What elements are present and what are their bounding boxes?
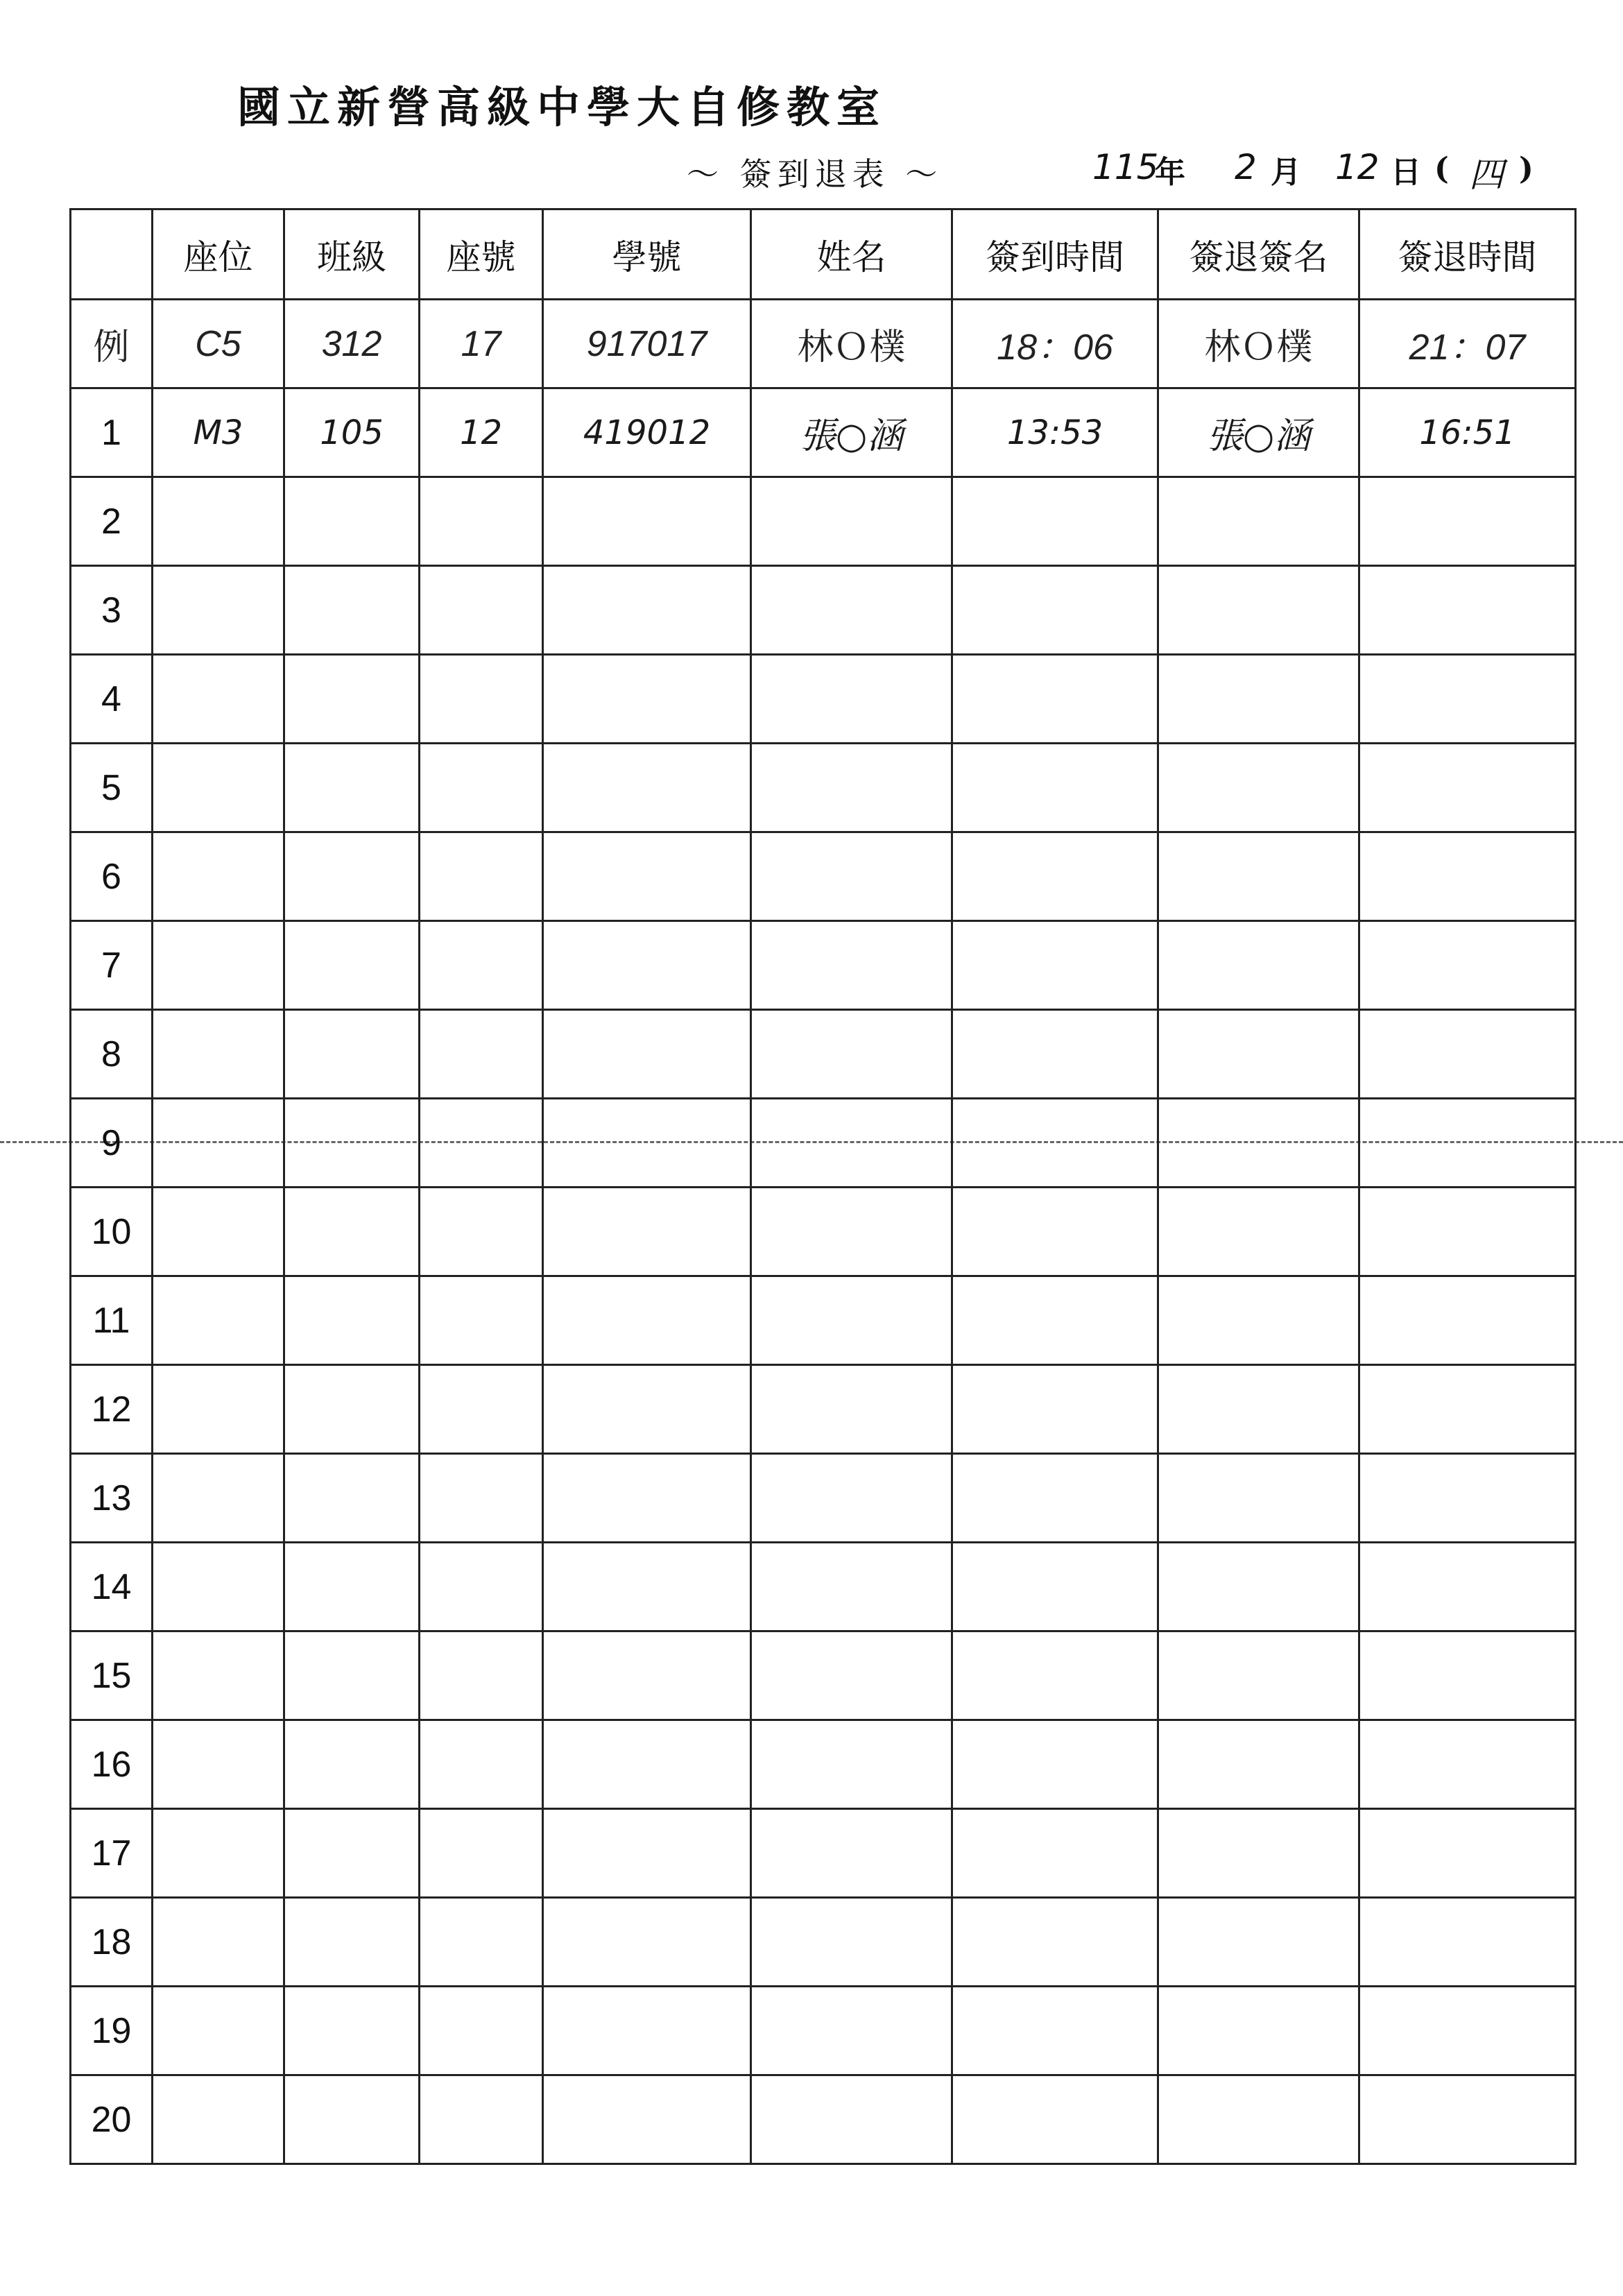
header-seat-no: 座號 xyxy=(420,209,543,300)
cell-seat[interactable] xyxy=(153,1898,284,1987)
cell-checkin-time[interactable] xyxy=(952,1099,1158,1188)
table-row xyxy=(71,566,1576,655)
cell-checkout-time[interactable] xyxy=(1359,1987,1576,2075)
cell-student-id[interactable] xyxy=(543,921,751,1010)
date-month-label: 月 xyxy=(1271,155,1301,190)
cell-seat-no[interactable] xyxy=(420,1543,543,1631)
row-number: 7 xyxy=(71,921,153,1010)
cell-name[interactable] xyxy=(751,1543,952,1631)
cell-student-id[interactable] xyxy=(543,832,751,921)
cell-seat[interactable] xyxy=(153,832,284,921)
row-number: 13 xyxy=(71,1454,153,1543)
date-paren-open: ( xyxy=(1434,151,1449,187)
table-header-row xyxy=(71,209,1576,300)
cell-seat-no[interactable] xyxy=(420,832,543,921)
cell-class[interactable] xyxy=(284,832,420,921)
cell-checkin-time[interactable] xyxy=(952,1898,1158,1987)
example-label: 例 xyxy=(71,300,153,388)
example-checkin-time: 18：06 xyxy=(952,300,1158,388)
cell-checkin-time[interactable] xyxy=(952,1809,1158,1898)
row-number: 10 xyxy=(71,1188,153,1276)
cell-name[interactable] xyxy=(751,566,952,655)
cell-signout-signature[interactable] xyxy=(1158,655,1359,744)
cell-seat[interactable] xyxy=(153,1276,284,1365)
cell-class[interactable] xyxy=(284,1276,420,1365)
cell-seat[interactable] xyxy=(153,1720,284,1809)
cell-checkin-time[interactable] xyxy=(952,1631,1158,1720)
sign-in-out-table xyxy=(69,208,1577,2165)
cell-seat-no[interactable] xyxy=(420,477,543,566)
cell-checkin-time[interactable] xyxy=(952,921,1158,1010)
cell-seat-no[interactable] xyxy=(420,921,543,1010)
form-subtitle: ～ 簽到退表 ～ xyxy=(687,155,943,193)
cell-checkout-time[interactable] xyxy=(1359,744,1576,832)
cell-student-id[interactable] xyxy=(543,1631,751,1720)
cell-name[interactable] xyxy=(751,2075,952,2164)
header-corner xyxy=(71,209,153,300)
example-signout-signature: 林Ｏ樸 xyxy=(1158,300,1359,388)
cell-seat-no[interactable]: 12 xyxy=(420,388,543,477)
cell-seat-no[interactable] xyxy=(420,655,543,744)
cell-student-id[interactable] xyxy=(543,1010,751,1099)
cell-checkin-time[interactable] xyxy=(952,1276,1158,1365)
cell-seat[interactable] xyxy=(153,1543,284,1631)
cell-name[interactable] xyxy=(751,1987,952,2075)
cell-seat-no[interactable] xyxy=(420,566,543,655)
cell-checkout-time[interactable] xyxy=(1359,477,1576,566)
table-row xyxy=(71,1099,1576,1188)
row-number: 14 xyxy=(71,1543,153,1631)
cell-signout-signature[interactable] xyxy=(1158,744,1359,832)
table-row xyxy=(71,1809,1576,1898)
cell-name[interactable] xyxy=(751,1276,952,1365)
cell-signout-signature[interactable] xyxy=(1158,2075,1359,2164)
cell-signout-signature[interactable] xyxy=(1158,477,1359,566)
table-row xyxy=(71,1720,1576,1809)
cell-class[interactable] xyxy=(284,2075,420,2164)
cell-class[interactable] xyxy=(284,1010,420,1099)
cell-name[interactable] xyxy=(751,1454,952,1543)
cell-name[interactable] xyxy=(751,477,952,566)
cell-seat[interactable] xyxy=(153,1188,284,1276)
cell-checkin-time[interactable] xyxy=(952,1454,1158,1543)
example-checkout-time: 21：07 xyxy=(1359,300,1576,388)
cell-name[interactable] xyxy=(751,1365,952,1454)
table-row xyxy=(71,921,1576,1010)
cell-signout-signature[interactable] xyxy=(1158,921,1359,1010)
cell-seat-no[interactable] xyxy=(420,1720,543,1809)
header-class: 班級 xyxy=(284,209,420,300)
cell-seat-no[interactable] xyxy=(420,1987,543,2075)
cell-student-id[interactable] xyxy=(543,1898,751,1987)
cell-signout-signature[interactable] xyxy=(1158,1898,1359,1987)
cell-seat-no[interactable] xyxy=(420,1365,543,1454)
table-row xyxy=(71,1276,1576,1365)
row-number: 12 xyxy=(71,1365,153,1454)
cell-student-id[interactable] xyxy=(543,1276,751,1365)
table-row xyxy=(71,744,1576,832)
cell-checkout-time[interactable] xyxy=(1359,566,1576,655)
cell-class[interactable] xyxy=(284,1631,420,1720)
header-signout-signature: 簽退簽名 xyxy=(1158,209,1359,300)
cell-checkout-time[interactable] xyxy=(1359,1099,1576,1188)
cell-checkin-time[interactable] xyxy=(952,477,1158,566)
cell-class[interactable] xyxy=(284,477,420,566)
cell-name[interactable] xyxy=(751,1720,952,1809)
cell-seat[interactable] xyxy=(153,566,284,655)
cell-name[interactable] xyxy=(751,1809,952,1898)
cell-checkin-time[interactable] xyxy=(952,1720,1158,1809)
date-year-value: 115 xyxy=(1092,147,1159,187)
cell-seat-no[interactable] xyxy=(420,1809,543,1898)
header-name: 姓名 xyxy=(751,209,952,300)
cell-class[interactable] xyxy=(284,1987,420,2075)
cell-class[interactable] xyxy=(284,566,420,655)
table-row xyxy=(71,1543,1576,1631)
cell-class[interactable] xyxy=(284,1809,420,1898)
date-month-value: 2 xyxy=(1235,147,1257,187)
cell-seat-no[interactable] xyxy=(420,2075,543,2164)
cell-seat-no[interactable] xyxy=(420,1188,543,1276)
cell-student-id[interactable] xyxy=(543,1809,751,1898)
cell-signout-signature[interactable] xyxy=(1158,566,1359,655)
date-year-label: 年 xyxy=(1155,155,1185,190)
cell-name[interactable] xyxy=(751,1631,952,1720)
cell-seat[interactable] xyxy=(153,1987,284,2075)
cell-student-id[interactable] xyxy=(543,1720,751,1809)
cell-student-id[interactable] xyxy=(543,1543,751,1631)
cell-checkout-time[interactable] xyxy=(1359,921,1576,1010)
cell-checkin-time[interactable] xyxy=(952,566,1158,655)
cell-student-id[interactable] xyxy=(543,566,751,655)
cell-student-id[interactable] xyxy=(543,1454,751,1543)
cell-checkout-time[interactable] xyxy=(1359,1454,1576,1543)
cell-class[interactable] xyxy=(284,1720,420,1809)
cell-student-id[interactable] xyxy=(543,477,751,566)
cell-student-id[interactable] xyxy=(543,1365,751,1454)
cell-checkout-time[interactable] xyxy=(1359,2075,1576,2164)
cell-seat[interactable] xyxy=(153,655,284,744)
cell-name[interactable] xyxy=(751,1898,952,1987)
table-row xyxy=(71,1365,1576,1454)
cell-signout-signature[interactable] xyxy=(1158,1276,1359,1365)
cell-name[interactable] xyxy=(751,921,952,1010)
cell-checkout-time[interactable] xyxy=(1359,1365,1576,1454)
cell-checkin-time[interactable] xyxy=(952,1188,1158,1276)
cell-student-id[interactable] xyxy=(543,744,751,832)
row-number: 18 xyxy=(71,1898,153,1987)
cell-seat[interactable] xyxy=(153,1454,284,1543)
example-seat: C5 xyxy=(153,300,284,388)
cell-checkout-time[interactable] xyxy=(1359,1898,1576,1987)
cell-checkin-time[interactable] xyxy=(952,1365,1158,1454)
cell-seat[interactable] xyxy=(153,921,284,1010)
cell-signout-signature[interactable] xyxy=(1158,1987,1359,2075)
date-weekday-value: 四 xyxy=(1469,155,1504,195)
cell-checkin-time[interactable]: 13:53 xyxy=(952,388,1158,477)
cell-student-id[interactable] xyxy=(543,1987,751,2075)
header-checkout-time: 簽退時間 xyxy=(1359,209,1576,300)
example-name: 林Ｏ樸 xyxy=(751,300,952,388)
cell-seat[interactable] xyxy=(153,1365,284,1454)
cell-class[interactable] xyxy=(284,1365,420,1454)
cell-checkout-time[interactable] xyxy=(1359,1631,1576,1720)
cell-checkin-time[interactable] xyxy=(952,744,1158,832)
cell-seat[interactable] xyxy=(153,1099,284,1188)
cell-checkout-time[interactable] xyxy=(1359,1809,1576,1898)
cell-student-id[interactable] xyxy=(543,1099,751,1188)
row-number: 9 xyxy=(71,1099,153,1188)
cell-student-id[interactable] xyxy=(543,655,751,744)
cell-seat-no[interactable] xyxy=(420,1276,543,1365)
cell-class[interactable] xyxy=(284,1898,420,1987)
table-row xyxy=(71,388,1576,477)
cell-name[interactable] xyxy=(751,655,952,744)
table-row xyxy=(71,655,1576,744)
cell-checkin-time[interactable] xyxy=(952,1987,1158,2075)
cell-class[interactable] xyxy=(284,655,420,744)
cell-signout-signature[interactable] xyxy=(1158,1720,1359,1809)
cell-student-id[interactable] xyxy=(543,2075,751,2164)
row-number: 19 xyxy=(71,1987,153,2075)
example-student-id: 917017 xyxy=(543,300,751,388)
cell-checkin-time[interactable] xyxy=(952,1010,1158,1099)
header-student-id: 學號 xyxy=(543,209,751,300)
cell-seat[interactable]: M3 xyxy=(153,388,284,477)
cell-signout-signature[interactable]: 張○涵 xyxy=(1158,388,1359,477)
row-number: 4 xyxy=(71,655,153,744)
cell-checkout-time[interactable] xyxy=(1359,1010,1576,1099)
cell-class[interactable]: 105 xyxy=(284,388,420,477)
cell-seat[interactable] xyxy=(153,1010,284,1099)
cell-signout-signature[interactable] xyxy=(1158,1631,1359,1720)
cell-checkout-time[interactable] xyxy=(1359,1543,1576,1631)
cell-seat[interactable] xyxy=(153,744,284,832)
cell-seat-no[interactable] xyxy=(420,1454,543,1543)
table-row xyxy=(71,832,1576,921)
row-number: 20 xyxy=(71,2075,153,2164)
cell-seat-no[interactable] xyxy=(420,744,543,832)
cell-class[interactable] xyxy=(284,921,420,1010)
cell-student-id[interactable]: 419012 xyxy=(543,388,751,477)
cell-name[interactable] xyxy=(751,1188,952,1276)
row-number: 15 xyxy=(71,1631,153,1720)
row-number: 2 xyxy=(71,477,153,566)
cell-class[interactable] xyxy=(284,1188,420,1276)
cell-class[interactable] xyxy=(284,1454,420,1543)
cell-checkout-time[interactable] xyxy=(1359,1188,1576,1276)
table-row xyxy=(71,1188,1576,1276)
cell-checkin-time[interactable] xyxy=(952,1543,1158,1631)
cell-signout-signature[interactable] xyxy=(1158,1188,1359,1276)
table-row xyxy=(71,1898,1576,1987)
cell-seat[interactable] xyxy=(153,1809,284,1898)
row-number: 8 xyxy=(71,1010,153,1099)
cell-checkin-time[interactable] xyxy=(952,2075,1158,2164)
page-title: 國立新營高級中學大自修教室 xyxy=(237,82,886,132)
date-day-label: 日 xyxy=(1391,155,1421,190)
cell-signout-signature[interactable] xyxy=(1158,1099,1359,1188)
cell-name[interactable] xyxy=(751,744,952,832)
cell-checkout-time[interactable]: 16:51 xyxy=(1359,388,1576,477)
cell-name[interactable] xyxy=(751,1099,952,1188)
cell-seat[interactable] xyxy=(153,477,284,566)
cell-checkin-time[interactable] xyxy=(952,832,1158,921)
cell-checkout-time[interactable] xyxy=(1359,1276,1576,1365)
header-checkin-time: 簽到時間 xyxy=(952,209,1158,300)
cell-seat[interactable] xyxy=(153,1631,284,1720)
cell-checkout-time[interactable] xyxy=(1359,1720,1576,1809)
cell-signout-signature[interactable] xyxy=(1158,1809,1359,1898)
cell-student-id[interactable] xyxy=(543,1188,751,1276)
cell-signout-signature[interactable] xyxy=(1158,1543,1359,1631)
cell-class[interactable] xyxy=(284,744,420,832)
cell-checkin-time[interactable] xyxy=(952,655,1158,744)
cell-signout-signature[interactable] xyxy=(1158,1010,1359,1099)
row-number: 11 xyxy=(71,1276,153,1365)
table-row xyxy=(71,1987,1576,2075)
table-row xyxy=(71,1454,1576,1543)
cell-name[interactable] xyxy=(751,832,952,921)
cell-signout-signature[interactable] xyxy=(1158,1365,1359,1454)
cell-seat-no[interactable] xyxy=(420,1010,543,1099)
table-row xyxy=(71,2075,1576,2164)
example-class: 312 xyxy=(284,300,420,388)
cell-seat-no[interactable] xyxy=(420,1631,543,1720)
cell-signout-signature[interactable] xyxy=(1158,1454,1359,1543)
cell-seat[interactable] xyxy=(153,2075,284,2164)
cell-class[interactable] xyxy=(284,1099,420,1188)
cell-signout-signature[interactable] xyxy=(1158,832,1359,921)
cell-seat-no[interactable] xyxy=(420,1898,543,1987)
table-row xyxy=(71,1010,1576,1099)
cell-checkout-time[interactable] xyxy=(1359,655,1576,744)
cell-class[interactable] xyxy=(284,1543,420,1631)
table-row xyxy=(71,1631,1576,1720)
example-row xyxy=(71,300,1576,388)
cell-name[interactable] xyxy=(751,1010,952,1099)
row-number: 17 xyxy=(71,1809,153,1898)
row-number: 6 xyxy=(71,832,153,921)
row-number: 16 xyxy=(71,1720,153,1809)
header-seat: 座位 xyxy=(153,209,284,300)
cell-checkout-time[interactable] xyxy=(1359,832,1576,921)
cell-name[interactable]: 張○涵 xyxy=(751,388,952,477)
date-paren-close: ) xyxy=(1519,151,1534,187)
row-number: 1 xyxy=(71,388,153,477)
table-row xyxy=(71,477,1576,566)
example-seat-no: 17 xyxy=(420,300,543,388)
row-number: 5 xyxy=(71,744,153,832)
row-number: 3 xyxy=(71,566,153,655)
cell-seat-no[interactable] xyxy=(420,1099,543,1188)
date-day-value: 12 xyxy=(1335,147,1380,187)
